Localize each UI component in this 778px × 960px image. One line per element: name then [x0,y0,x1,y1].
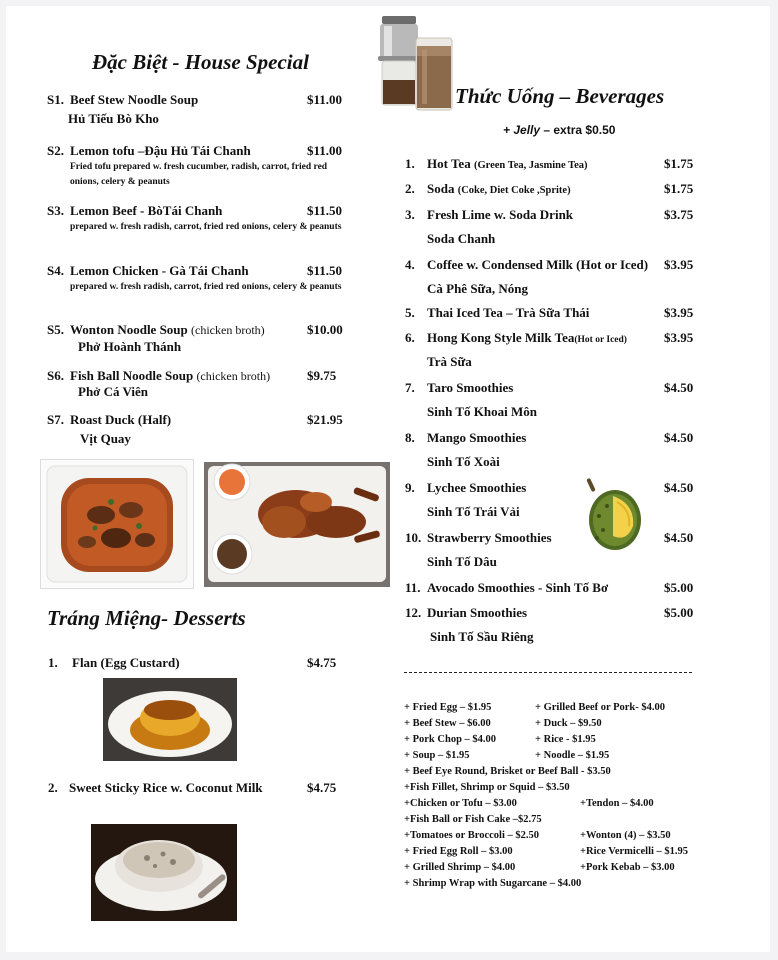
special-price: $11.00 [307,92,343,107]
beverage-name: Durian Smoothies [427,605,528,620]
roast-duck-photo [204,462,390,587]
special-name-text: Fish Ball Noodle Soup [70,368,194,383]
special-description: Fried tofu prepared w. fresh cucumber, radish, carrot, fried red onions, celery & peanuts [70,162,328,187]
jelly-word: + Jelly [503,123,541,137]
special-name: Roast Duck (Half) [70,412,172,427]
beverage-price: $5.00 [664,580,694,595]
beverage-number: 10. [405,530,422,545]
special-name: Beef Stew Noodle Soup [70,92,199,107]
special-code: S5. [47,322,64,337]
beverage-number: 1. [405,156,415,171]
beverage-price: $1.75 [664,181,694,196]
beverage-price: $3.95 [664,305,694,320]
special-code: S6. [47,368,64,383]
special-code: S7. [47,412,64,427]
extra-item: +Tomatoes or Broccoli – $2.50 [404,830,539,841]
extra-item: + Fried Egg – $1.95 [404,702,492,713]
beverage-price: $1.75 [664,156,694,171]
beverage-number: 3. [405,207,415,222]
extra-item: + Fried Egg Roll – $3.00 [404,846,513,857]
special-note: (chicken broth) [196,369,271,383]
jelly-extra [503,123,615,137]
beverage-vietnamese-name: Trà Sữa [427,354,472,369]
beverage-name [427,181,571,197]
beverage-price: $3.95 [664,257,694,272]
special-name [70,322,265,338]
dessert-number: 2. [48,780,58,795]
special-vietnamese-name: Phở Hoành Thánh [78,339,182,354]
extra-item: + Pork Chop – $4.00 [404,734,497,745]
special-vietnamese-name: Hủ Tiếu Bò Kho [68,111,159,126]
special-note: (chicken broth) [191,323,265,337]
beverage-price: $5.00 [664,605,694,620]
special-price: $11.00 [307,143,343,158]
beverage-note: (Hot or Iced) [574,335,627,345]
special-price: $11.50 [307,203,343,218]
dessert-name: Flan (Egg Custard) [72,655,180,670]
beverage-name [427,330,627,346]
extra-item: +Pork Kebab – $3.00 [580,862,675,873]
extra-item: + Duck – $9.50 [535,718,602,729]
beverage-vietnamese-name: Sinh Tố Dâu [427,554,497,569]
beverage-name-text: Soda [427,181,455,196]
beverage-name: Fresh Lime w. Soda Drink [427,207,574,222]
special-code: S1. [47,92,64,107]
special-price: $11.50 [307,263,343,278]
beverage-number: 4. [405,257,415,272]
beverage-vietnamese-name: Sinh Tố Khoai Môn [427,404,537,419]
extra-item: + Grilled Shrimp – $4.00 [404,862,516,873]
beverage-name: Thai Iced Tea – Trà Sữa Thái [427,305,590,320]
beverage-number: 11. [405,580,421,595]
beverage-price: $4.50 [664,480,694,495]
coffee-drink-icon [374,12,456,117]
extra-item: +Rice Vermicelli – $1.95 [580,846,689,857]
beverage-name: Taro Smoothies [427,380,514,395]
beverage-name: Avocado Smoothies - Sinh Tố Bơ [427,580,609,595]
special-name: Lemon Chicken - Gà Tái Chanh [70,263,249,278]
beverage-number: 8. [405,430,415,445]
beverages-title: Thức Uống – Beverages [455,84,665,108]
dessert-number: 1. [48,655,58,670]
special-vietnamese-name: Vịt Quay [80,431,131,446]
special-code: S4. [47,263,64,278]
beverage-name: Strawberry Smoothies [427,530,552,545]
jelly-price: – extra $0.50 [540,123,616,137]
beverage-price: $3.75 [664,207,694,222]
extra-item: + Beef Stew – $6.00 [404,718,491,729]
special-description: prepared w. fresh radish, carrot, fried red onions, celery & peanuts [70,222,342,232]
beverage-vietnamese-name: Sinh Tố Trái Vải [427,504,520,519]
section-divider [404,672,692,673]
flan-photo [103,678,237,761]
house-special-title: Đặc Biệt - House Special [92,50,309,74]
beverage-price: $4.50 [664,430,694,445]
sticky-rice-photo [91,824,237,921]
beverage-name: Lychee Smoothies [427,480,527,495]
beverage-vietnamese-name: Soda Chanh [427,231,496,246]
beverage-name-text: Hong Kong Style Milk Tea [427,330,575,345]
extra-item: +Chicken or Tofu – $3.00 [404,798,517,809]
special-name: Lemon tofu –Đậu Hủ Tái Chanh [70,143,251,158]
special-code: S3. [47,203,64,218]
special-name-text: Wonton Noodle Soup [70,322,188,337]
extra-item: +Fish Fillet, Shrimp or Squid – $3.50 [404,782,570,793]
beverage-number: 7. [405,380,415,395]
dessert-price: $4.75 [307,655,337,670]
beverage-price: $3.95 [664,330,694,345]
beverage-price: $4.50 [664,380,694,395]
special-description: prepared w. fresh radish, carrot, fried red onions, celery & peanuts [70,282,342,292]
beverage-name: Coffee w. Condensed Milk (Hot or Iced) [427,257,649,272]
special-vietnamese-name: Phở Cá Viên [78,384,149,399]
special-code: S2. [47,143,64,158]
beverage-note: (Coke, Diet Coke ,Sprite) [457,185,571,196]
special-price: $9.75 [307,368,337,383]
beverage-name: Mango Smoothies [427,430,527,445]
extra-item: + Rice - $1.95 [535,734,596,745]
special-name [70,368,270,384]
extra-item: + Beef Eye Round, Brisket or Beef Ball - $3.50 [404,766,611,777]
special-price: $21.95 [307,412,343,427]
special-price: $10.00 [307,322,343,337]
beverage-number: 2. [405,181,415,196]
extra-item: + Noodle – $1.95 [535,750,610,761]
extra-item: + Shrimp Wrap with Sugarcane – $4.00 [404,878,582,889]
extra-item: +Tendon – $4.00 [580,798,654,809]
extra-item: + Grilled Beef or Pork- $4.00 [535,702,666,713]
beverage-vietnamese-name: Cà Phê Sữa, Nóng [427,281,528,296]
desserts-title: Tráng Miệng- Desserts [47,606,246,630]
beverage-name [427,156,588,172]
beverage-number: 12. [405,605,422,620]
extra-item: + Soup – $1.95 [404,750,470,761]
beverage-number: 9. [405,480,415,495]
special-name: Lemon Beef - BòTái Chanh [70,203,223,218]
beverage-name-text: Hot Tea [427,156,471,171]
beef-stew-photo [40,459,194,589]
beverage-vietnamese-name: Sinh Tố Xoài [427,454,500,469]
extra-item: +Wonton (4) – $3.50 [580,830,671,841]
beverage-vietnamese-name: Sinh Tố Sầu Riêng [430,629,534,644]
dessert-price: $4.75 [307,780,337,795]
extra-item: +Fish Ball or Fish Cake –$2.75 [404,814,542,825]
beverage-price: $4.50 [664,530,694,545]
beverage-number: 6. [405,330,415,345]
beverage-note: (Green Tea, Jasmine Tea) [473,160,588,171]
dessert-name: Sweet Sticky Rice w. Coconut Milk [69,780,263,795]
durian-icon [583,476,645,554]
beverage-number: 5. [405,305,415,320]
